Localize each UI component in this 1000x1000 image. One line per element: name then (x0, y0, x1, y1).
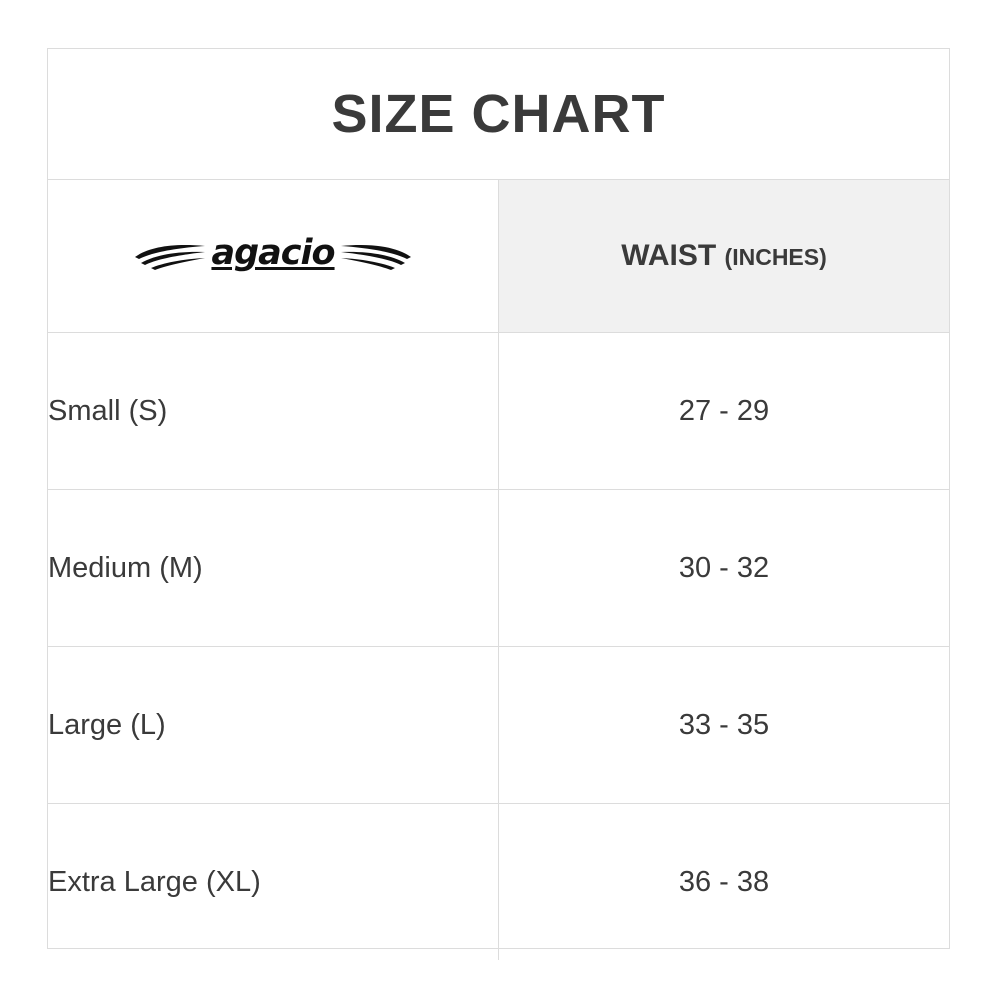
brand-name: agacio (211, 233, 335, 274)
size-label: Medium (M) (48, 490, 499, 647)
table-row (48, 333, 949, 490)
waist-column-header (499, 180, 950, 333)
agacio-logo (133, 233, 412, 274)
waist-header-text (621, 239, 827, 272)
title-row (48, 49, 949, 180)
page-title: SIZE CHART (331, 84, 666, 144)
title-cell (48, 49, 949, 180)
waist-value: 33 - 35 (499, 647, 950, 804)
waist-header-unit: (INCHES) (724, 244, 827, 270)
table-row (48, 647, 949, 804)
size-label: Extra Large (XL) (48, 804, 499, 961)
table-header-row (48, 180, 949, 333)
left-wing-icon (133, 237, 207, 271)
size-chart-container (47, 48, 950, 949)
size-label: Small (S) (48, 333, 499, 490)
waist-value: 36 - 38 (499, 804, 950, 961)
right-wing-icon (339, 237, 413, 271)
size-chart-table (48, 49, 949, 960)
waist-value: 30 - 32 (499, 490, 950, 647)
waist-value: 27 - 29 (499, 333, 950, 490)
table-row (48, 804, 949, 961)
size-label: Large (L) (48, 647, 499, 804)
waist-header-label: WAIST (621, 239, 717, 272)
brand-logo-cell (48, 180, 499, 333)
table-row (48, 490, 949, 647)
